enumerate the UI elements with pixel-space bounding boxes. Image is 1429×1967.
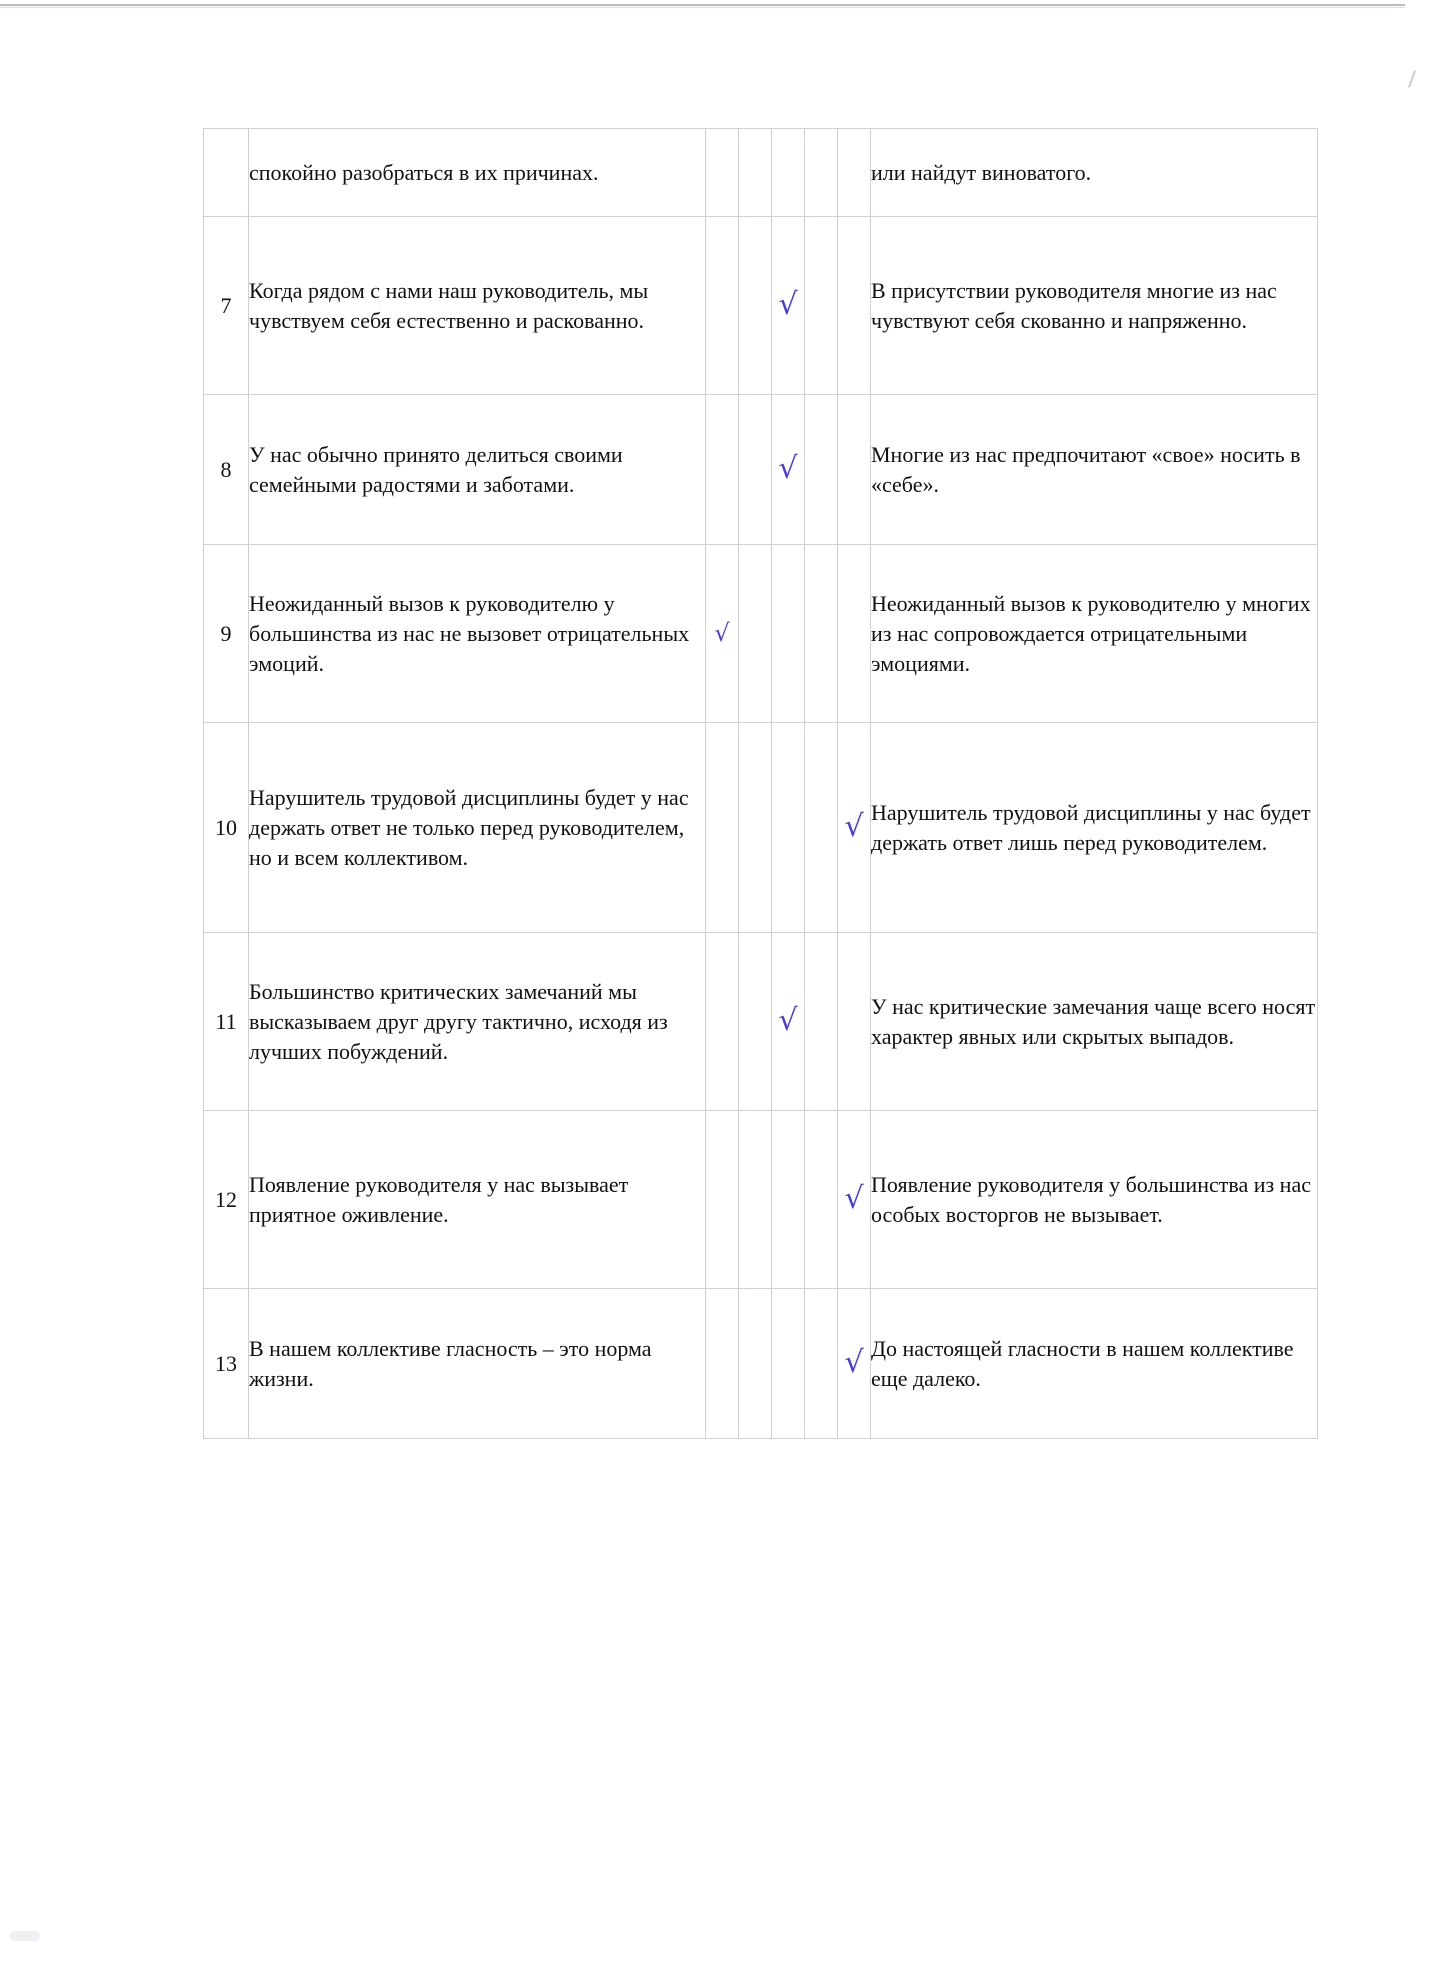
checkmark-icon: √ [844,1180,864,1216]
rating-cell-4[interactable] [805,129,838,217]
rating-cell-4[interactable] [805,395,838,545]
row-number [204,129,249,217]
left-statement: Появление руководителя у нас вызывает приятное оживление. [249,1111,706,1289]
rating-cell-3[interactable] [772,217,805,395]
rating-cell-5[interactable] [838,1289,871,1439]
checkmark-icon: √ [778,450,798,486]
right-statement: или найдут виноватого. [871,129,1318,217]
rating-cell-3[interactable] [772,933,805,1111]
row-number: 10 [204,723,249,933]
rating-cell-1[interactable] [706,1289,739,1439]
checkmark-icon: √ [778,1002,798,1038]
row-number: 7 [204,217,249,395]
rating-cell-2[interactable] [739,217,772,395]
right-statement: В присутствии руководителя многие из нас чувствуют себя скованно и напряженно. [871,217,1318,395]
rating-cell-1[interactable] [706,933,739,1111]
right-statement: У нас критические замечания чаще всего носят характер явных или скрытых выпадов. [871,933,1318,1111]
rating-cell-2[interactable] [739,395,772,545]
rating-cell-3[interactable] [772,545,805,723]
right-statement: Нарушитель трудовой дисциплины у нас будет держать ответ лишь перед руководителем. [871,723,1318,933]
row-number: 11 [204,933,249,1111]
right-statement: До настоящей гласности в нашем коллективе еще далеко. [871,1289,1318,1439]
rating-cell-1[interactable] [706,545,739,723]
checkmark-icon: √ [778,286,798,322]
rating-cell-4[interactable] [805,217,838,395]
left-statement: спокойно разобраться в их причинах. [249,129,706,217]
table-row [204,1111,1318,1289]
rating-cell-2[interactable] [739,1289,772,1439]
scan-top-edge-line-secondary [0,7,1405,8]
rating-cell-2[interactable] [739,933,772,1111]
table-row [204,545,1318,723]
rating-cell-4[interactable] [805,545,838,723]
rating-cell-3[interactable] [772,723,805,933]
rating-cell-1[interactable] [706,1111,739,1289]
right-statement: Многие из нас предпочитают «свое» носить в «себе». [871,395,1318,545]
left-statement: В нашем коллективе гласность – это норма жизни. [249,1289,706,1439]
scan-edge-mark [1408,70,1416,88]
rating-cell-1[interactable] [706,217,739,395]
survey-table [203,128,1318,1439]
row-number: 13 [204,1289,249,1439]
rating-cell-5[interactable] [838,723,871,933]
table-row [204,217,1318,395]
table-row [204,1289,1318,1439]
rating-cell-3[interactable] [772,1289,805,1439]
left-statement: У нас обычно принято делиться своими семейными радостями и заботами. [249,395,706,545]
rating-cell-4[interactable] [805,1111,838,1289]
rating-cell-2[interactable] [739,129,772,217]
rating-cell-5[interactable] [838,933,871,1111]
rating-cell-1[interactable] [706,395,739,545]
table-row [204,933,1318,1111]
rating-cell-3[interactable] [772,129,805,217]
scan-top-edge-line [0,4,1405,6]
rating-cell-5[interactable] [838,1111,871,1289]
checkmark-icon: √ [714,619,730,647]
rating-cell-5[interactable] [838,545,871,723]
left-statement: Большинство критических замечаний мы высказываем друг другу тактично, исходя из лучших побуждений. [249,933,706,1111]
rating-cell-2[interactable] [739,1111,772,1289]
rating-cell-4[interactable] [805,1289,838,1439]
table-row [204,395,1318,545]
rating-cell-3[interactable] [772,395,805,545]
row-number: 8 [204,395,249,545]
row-number: 9 [204,545,249,723]
rating-cell-3[interactable] [772,1111,805,1289]
table-row [204,129,1318,217]
rating-cell-5[interactable] [838,395,871,545]
rating-cell-2[interactable] [739,723,772,933]
checkmark-icon: √ [844,1344,864,1380]
rating-cell-5[interactable] [838,217,871,395]
survey-table-body [204,129,1318,1439]
left-statement: Нарушитель трудовой дисциплины будет у нас держать ответ не только перед руководителем, но и всем коллективом. [249,723,706,933]
left-statement: Неожиданный вызов к руководителю у большинства из нас не вызовет отрицательных эмоций. [249,545,706,723]
left-statement: Когда рядом с нами наш руководитель, мы чувствуем себя естественно и раскованно. [249,217,706,395]
rating-cell-2[interactable] [739,545,772,723]
rating-cell-1[interactable] [706,129,739,217]
rating-cell-4[interactable] [805,723,838,933]
rating-cell-4[interactable] [805,933,838,1111]
rating-cell-5[interactable] [838,129,871,217]
right-statement: Появление руководителя у большинства из нас особых восторгов не вызывает. [871,1111,1318,1289]
right-statement: Неожиданный вызов к руководителю у многих из нас сопровождается отрицательными эмоциями. [871,545,1318,723]
scan-corner-smudge [10,1931,40,1941]
table-row [204,723,1318,933]
row-number: 12 [204,1111,249,1289]
checkmark-icon: √ [844,808,864,844]
rating-cell-1[interactable] [706,723,739,933]
